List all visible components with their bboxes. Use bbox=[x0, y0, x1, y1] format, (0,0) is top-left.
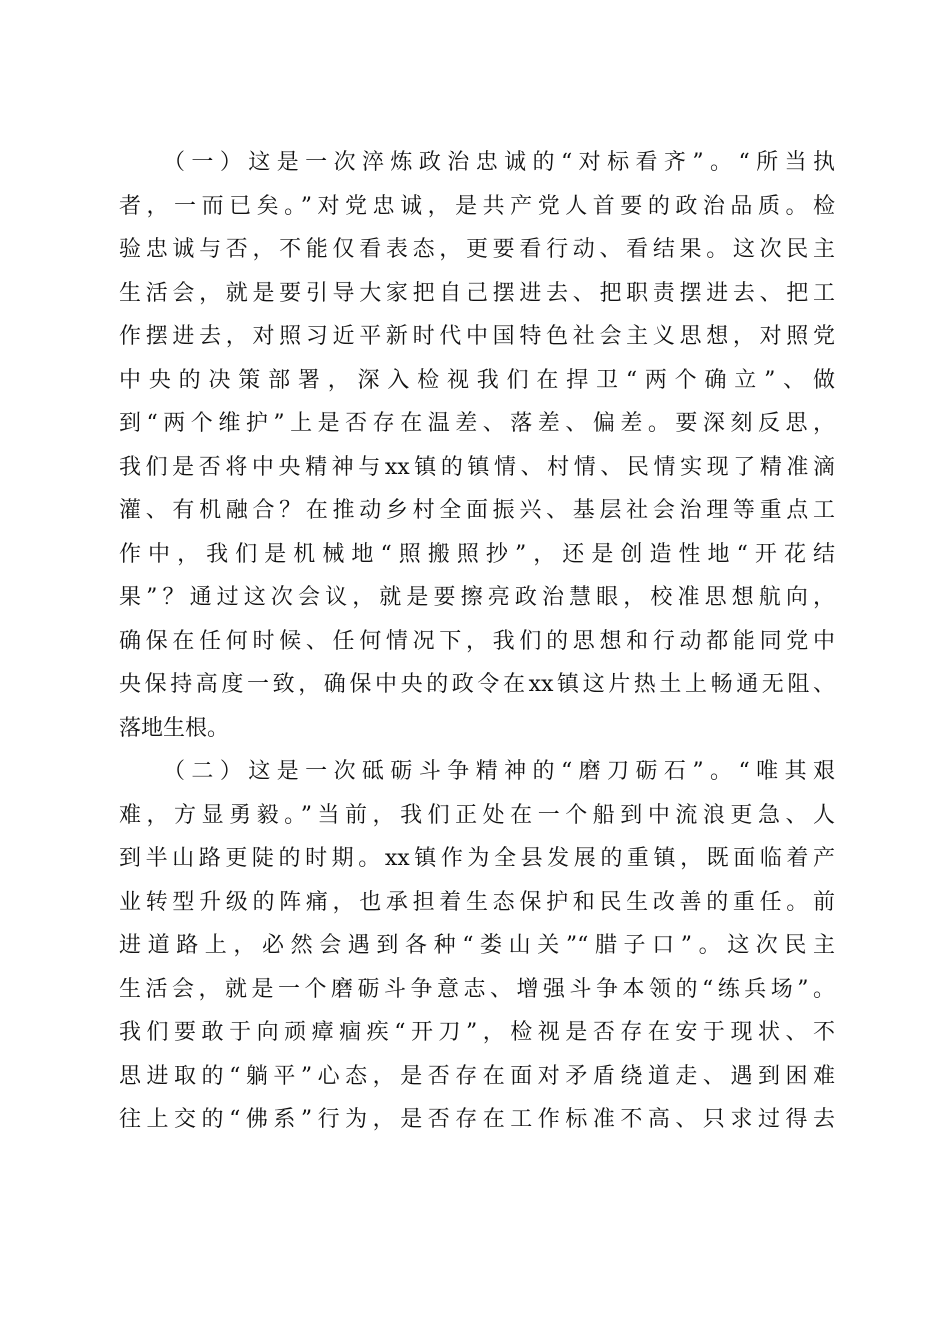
text-line: （一）这是一次淬炼政治忠诚的“对标看齐”。“所当执 bbox=[163, 150, 835, 175]
text-line: 作中，我们是机械地“照搬照抄”，还是创造性地“开花结 bbox=[119, 541, 835, 567]
text-line: 往上交的“佛系”行为，是否存在工作标准不高、只求过得去 bbox=[119, 1107, 835, 1132]
text-line: 我们要敢于向顽瘴痼疾“开刀”，检视是否存在安于现状、不 bbox=[119, 1020, 835, 1045]
text-line: 进道路上，必然会遇到各种“娄山关”“腊子口”。这次民主 bbox=[119, 933, 835, 958]
paragraph-1 bbox=[119, 141, 835, 750]
text-line: 生活会，就是一个磨砺斗争意志、增强斗争本领的“练兵场”。 bbox=[119, 976, 835, 1002]
text-line: 到“两个维护”上是否存在温差、落差、偏差。要深刻反思， bbox=[119, 411, 835, 436]
text-line: 央保持高度一致，确保中央的政令在xx镇这片热土上畅通无阻、 bbox=[119, 672, 835, 697]
text-line: 作摆进去，对照习近平新时代中国特色社会主义思想，对照党 bbox=[119, 324, 835, 349]
text-line: 中央的决策部署，深入检视我们在捍卫“两个确立”、做 bbox=[119, 367, 835, 393]
document-body bbox=[119, 141, 835, 1142]
text-line: 生活会，就是要引导大家把自己摆进去、把职责摆进去、把工 bbox=[119, 280, 835, 306]
text-line: 难，方显勇毅。”当前，我们正处在一个船到中流浪更急、人 bbox=[119, 802, 835, 828]
text-line: 确保在任何时候、任何情况下，我们的思想和行动都能同党中 bbox=[119, 628, 835, 654]
text-line: 业转型升级的阵痛，也承担着生态保护和民生改善的重任。前 bbox=[119, 889, 835, 915]
text-line: 者，一而已矣。”对党忠诚，是共产党人首要的政治品质。检 bbox=[119, 193, 835, 219]
text-line: 灌、有机融合？在推动乡村全面振兴、基层社会治理等重点工 bbox=[119, 498, 835, 523]
text-line: 我们是否将中央精神与xx镇的镇情、村情、民情实现了精准滴 bbox=[119, 454, 835, 480]
text-line: 果”？通过这次会议，就是要擦亮政治慧眼，校准思想航向， bbox=[119, 585, 835, 610]
paragraph-2 bbox=[119, 750, 835, 1142]
text-line: 到半山路更陡的时期。xx镇作为全县发展的重镇，既面临着产 bbox=[119, 846, 835, 871]
text-line: 落地生根。 bbox=[119, 715, 230, 741]
text-line: （二）这是一次砥砺斗争精神的“磨刀砺石”。“唯其艰 bbox=[163, 759, 835, 784]
text-line: 思进取的“躺平”心态，是否存在面对矛盾绕道走、遇到困难 bbox=[119, 1063, 835, 1089]
text-line: 验忠诚与否，不能仅看表态，更要看行动、看结果。这次民主 bbox=[119, 237, 835, 262]
